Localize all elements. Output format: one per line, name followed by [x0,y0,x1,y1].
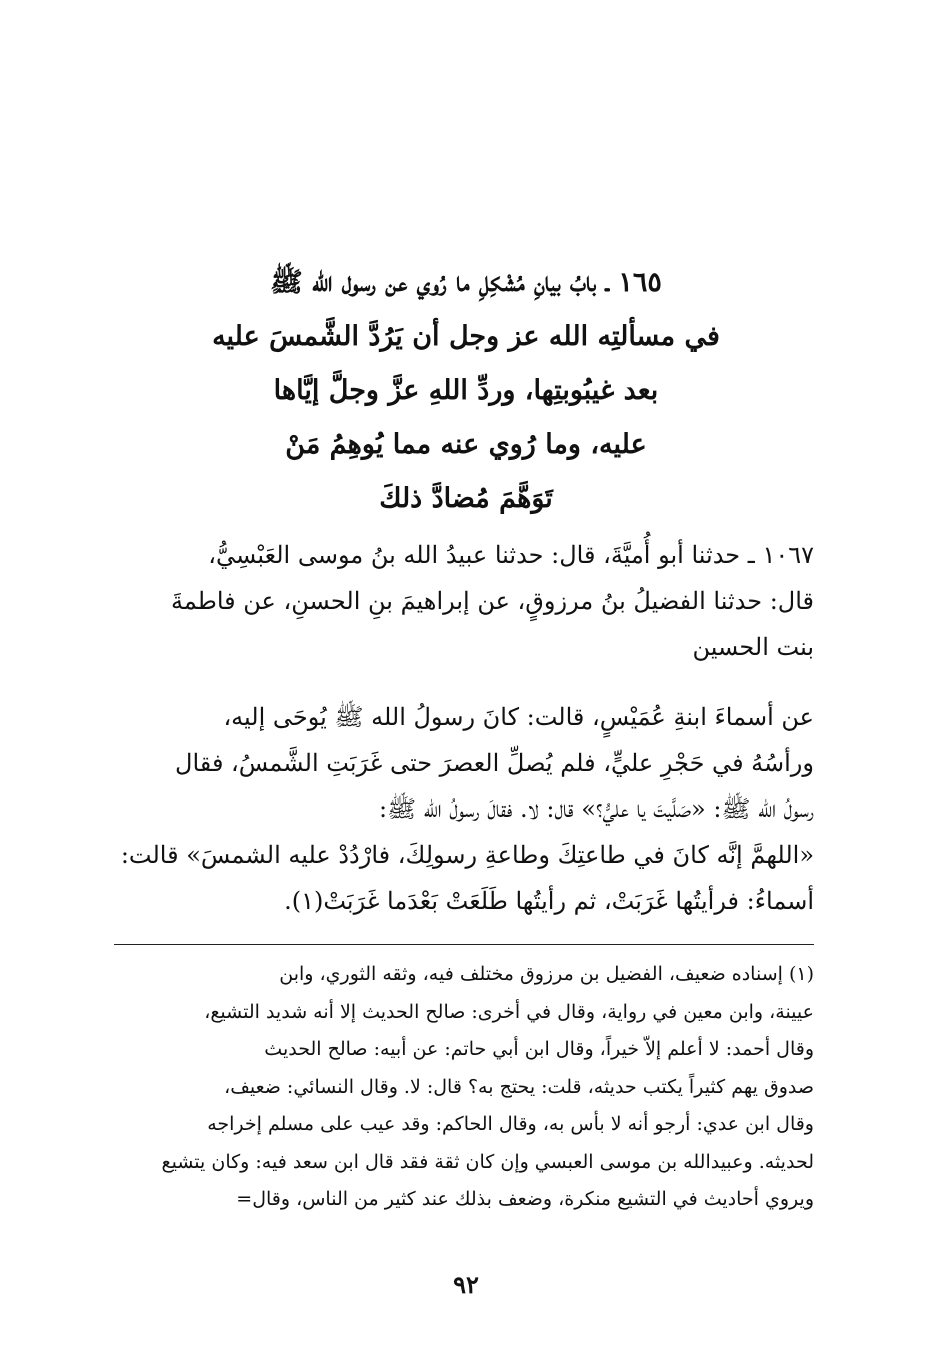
hadith-line: ورأسُهُ في حَجْرِ عليٍّ، فلم يُصلِّ العصرَ حتى غَرَبَتِ الشَّمسُ، فقال [175,749,814,777]
isnad-line: ١٠٦٧ ـ حدثنا أبو أُميَّةَ، قال: حدثنا عبيدُ الله بنُ موسى العَبْسِيُّ، [208,541,814,569]
chapter-heading [150,256,782,526]
hadith-text [114,694,814,924]
footnote-line: (١) إسناده ضعيف، الفضيل بن مرزوق مختلف فيه، وثقه الثوري، وابن [279,963,814,985]
hadith-isnad [114,532,814,670]
hadith-line: «اللهمَّ إنَّه كانَ في طاعتِكَ وطاعةِ رسولِكَ، فارْدُدْ عليه الشمسَ» قالت: [120,841,814,869]
chapter-title-line: عليه، وما رُوي عنه مما يُوهِمُ مَنْ [285,429,647,460]
chapter-title-line: في مسألتِه الله عز وجل أن يَرُدَّ الشَّمسَ عليه [212,321,720,352]
footnote-line: لحديثه. وعبيدالله بن موسى العبسي وإن كان ثقة فقد قال ابن سعد فيه: وكان يتشيع [161,1150,814,1173]
footnote-divider [114,944,814,945]
hadith-line: رسولُ الله ﷺ: «صَلَّيتَ يا عليُّ؟» قال: لا. فقالَ رسولُ الله ﷺ: [379,795,814,823]
chapter-title-line: ١٦٥ ـ بابُ بيانِ مُشْكِلِ ما رُوي عن رسول الله ﷺ [270,267,662,298]
hadith-line: أسماءُ: فرأيتُها غَرَبَتْ، ثم رأيتُها طَلَعَتْ بَعْدَما غَرَبَتْ(١). [284,887,814,915]
chapter-title-line: تَوَهَّمَ مُضادَّ ذلكَ [379,483,553,514]
hadith-line: عن أسماءَ ابنةِ عُمَيْسٍ، قالت: كانَ رسولُ الله ﷺ يُوحَى إليه، [223,703,814,731]
footnote-line: عيينة، وابن معين في رواية، وقال في أخرى: صالح الحديث إلا أنه شديد التشيع، [204,1000,814,1023]
footnote-line: ويروي أحاديث في التشيع منكرة، وضعف بذلك عند كثير من الناس، وقال= [236,1188,814,1210]
footnote-line: صدوق يهم كثيراً يكتب حديثه، قلت: يحتج به؟ قال: لا. وقال النسائي: ضعيف، [224,1075,814,1098]
footnote-line: وقال ابن عدي: أرجو أنه لا بأس به، وقال الحاكم: وقد عيب على مسلم إخراجه [207,1113,814,1135]
isnad-line: بنت الحسين [692,633,814,661]
page-number: ٩٢ [453,1270,479,1299]
footnote [114,956,814,1219]
isnad-line: قال: حدثنا الفضيلُ بنُ مرزوقٍ، عن إبراهيمَ بنِ الحسنِ، عن فاطمةَ [171,587,814,615]
footnote-line: وقال أحمد: لا أعلم إلاّ خيراً، وقال ابن أبي حاتم: عن أبيه: صالح الحديث [264,1038,814,1060]
chapter-title-line: بعد غيبُوبتِها، وردِّ اللهِ عزَّ وجلَّ إيَّاها [273,375,659,406]
